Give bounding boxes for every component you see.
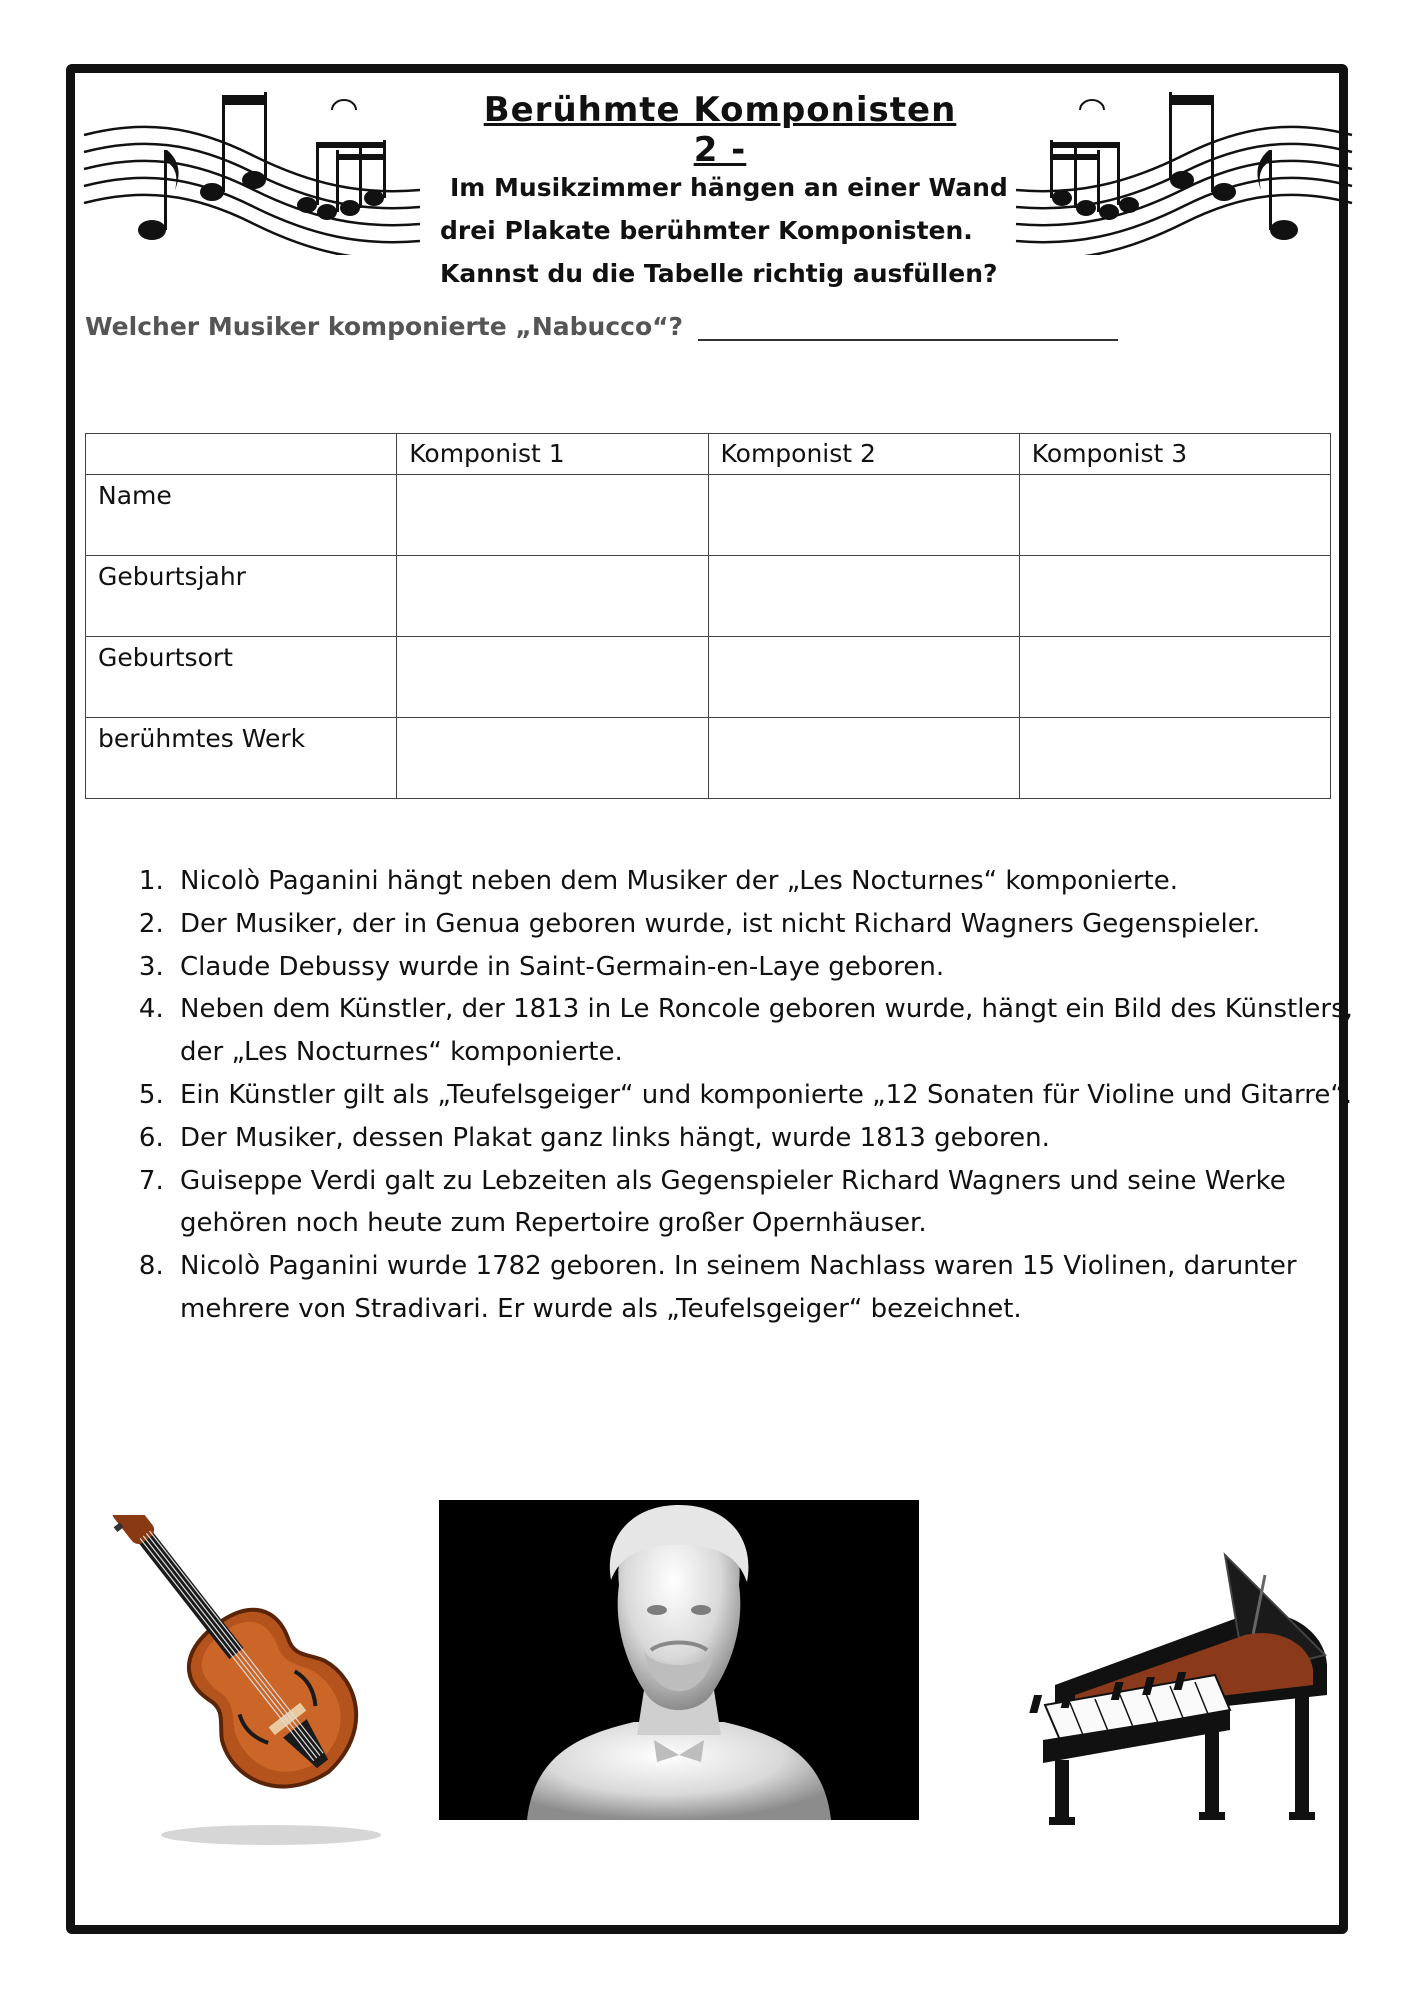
table-cell[interactable] bbox=[708, 637, 1019, 718]
clue-item: 1. Nicolò Paganini hängt neben dem Musiker der „Les Nocturnes“ komponierte. bbox=[172, 860, 1362, 903]
table-cell[interactable] bbox=[397, 637, 708, 718]
table-cell[interactable] bbox=[397, 718, 708, 799]
table-cell[interactable] bbox=[708, 556, 1019, 637]
clue-item: 8. Nicolò Paganini wurde 1782 geboren. In seinem Nachlass waren 15 Violinen, darunter mehrere von Stradivari. Er wurde als „Teufelsgeiger“ bezeichnet. bbox=[172, 1245, 1362, 1331]
clue-item: 2. Der Musiker, der in Genua geboren wurde, ist nicht Richard Wagners Gegenspieler. bbox=[172, 903, 1362, 946]
grand-piano-icon bbox=[1015, 1535, 1345, 1855]
intro-line: drei Plakate berühmter Komponisten. bbox=[440, 216, 973, 245]
clue-item: 3. Claude Debussy wurde in Saint-Germain-en-Laye geboren. bbox=[172, 946, 1362, 989]
composer-table bbox=[85, 433, 1331, 799]
intro-text bbox=[440, 166, 1010, 295]
music-notes-icon bbox=[82, 80, 422, 255]
intro-line: Kannst du die Tabelle richtig ausfüllen? bbox=[440, 259, 998, 288]
table-row bbox=[86, 556, 1331, 637]
intro-line: Im Musikzimmer hängen an einer Wand bbox=[450, 173, 1008, 202]
table-cell[interactable] bbox=[1019, 637, 1330, 718]
table-cell[interactable] bbox=[397, 556, 708, 637]
clue-item: 5. Ein Künstler gilt als „Teufelsgeiger“ und komponierte „12 Sonaten für Violine und Gitarre“. bbox=[172, 1074, 1362, 1117]
table-cell[interactable] bbox=[708, 718, 1019, 799]
table-row bbox=[86, 718, 1331, 799]
row-label: Name bbox=[86, 475, 397, 556]
violin-icon bbox=[96, 1515, 426, 1855]
composer-bust-icon bbox=[439, 1500, 919, 1820]
table-header: Komponist 2 bbox=[708, 434, 1019, 475]
table-header bbox=[86, 434, 397, 475]
table-row bbox=[86, 475, 1331, 556]
table-row bbox=[86, 637, 1331, 718]
question bbox=[85, 312, 1118, 341]
table-cell[interactable] bbox=[1019, 556, 1330, 637]
row-label: Geburtsort bbox=[86, 637, 397, 718]
answer-line[interactable] bbox=[698, 319, 1118, 341]
clue-item: 4. Neben dem Künstler, der 1813 in Le Roncole geboren wurde, hängt ein Bild des Künstlers, der „Les Nocturnes“ komponierte. bbox=[172, 988, 1362, 1074]
clue-list bbox=[130, 860, 1362, 1331]
music-notes-icon bbox=[1014, 80, 1354, 255]
table-cell[interactable] bbox=[708, 475, 1019, 556]
table-cell[interactable] bbox=[1019, 718, 1330, 799]
table-cell[interactable] bbox=[1019, 475, 1330, 556]
question-text: Welcher Musiker komponierte „Nabucco“? bbox=[85, 312, 684, 341]
table-cell[interactable] bbox=[397, 475, 708, 556]
clue-item: 7. Guiseppe Verdi galt zu Lebzeiten als Gegenspieler Richard Wagners und seine Werke gehören noch heute zum Repertoire großer Opernhäuser. bbox=[172, 1160, 1362, 1246]
clue-item: 6. Der Musiker, dessen Plakat ganz links hängt, wurde 1813 geboren. bbox=[172, 1117, 1362, 1160]
table-header-row bbox=[86, 434, 1331, 475]
page-title: Berühmte Komponisten 2 - bbox=[483, 90, 957, 170]
table-header: Komponist 3 bbox=[1019, 434, 1330, 475]
row-label: Geburtsjahr bbox=[86, 556, 397, 637]
table-header: Komponist 1 bbox=[397, 434, 708, 475]
row-label: berühmtes Werk bbox=[86, 718, 397, 799]
